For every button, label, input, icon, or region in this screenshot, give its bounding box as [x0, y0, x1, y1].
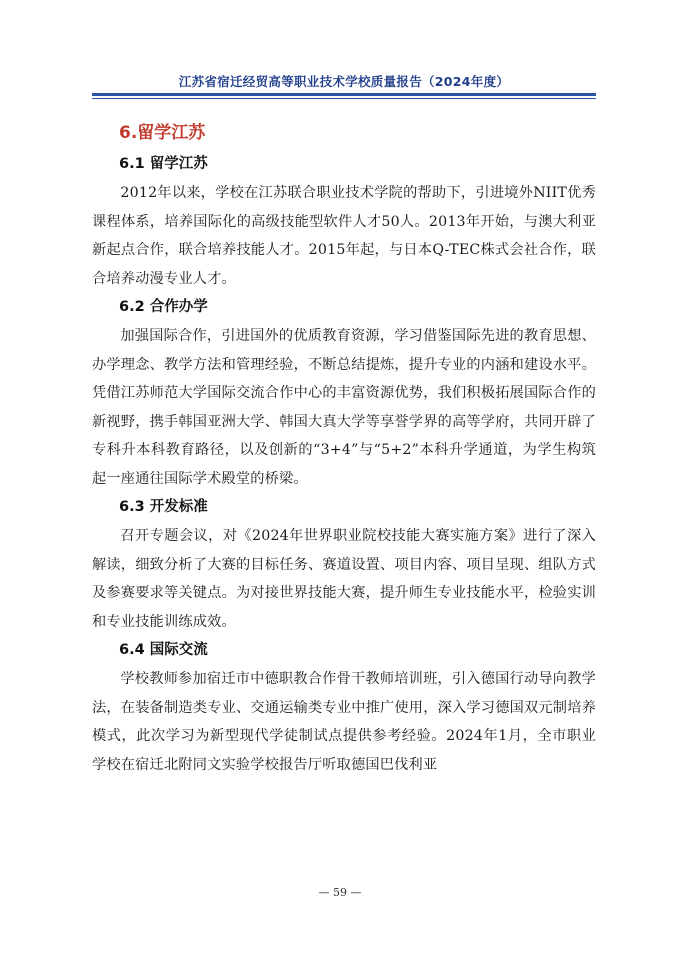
subsection-title: 6.3 开发标准 [119, 499, 208, 515]
section-title: 6.留学江苏 [119, 123, 206, 143]
header-rule-thin [92, 98, 596, 99]
subsection-paragraph: 加强国际合作，引进国外的优质教育资源，学习借鉴国际先进的教育思想、办学理念、教学方法和管理经验，不断总结提炼，提升专业的内涵和建设水平。凭借江苏师范大学国际交流合作中心的丰富资源优势，我们积极拓展国际合作的新视野，携手韩国亚洲大学、韩国大真大学等享誉学界的高等学府，共同开辟了专科升本科教育路径，以及创新的“3+4”与“5+2”本科升学通道，为学生构筑起一座通往国际学术殿堂的桥梁。 [92, 328, 596, 487]
subsection-title: 6.2 合作办学 [119, 299, 208, 315]
subsection-paragraph: 召开专题会议，对《2024年世界职业院校技能大赛实施方案》进行了深入解读，细致分析了大赛的目标任务、赛道设置、项目内容、项目呈现、组队方式及参赛要求等关键点。为对接世界技能大赛，提升师生专业技能水平，检验实训和专业技能训练成效。 [92, 528, 596, 630]
page-content [92, 118, 596, 779]
header-rule-thick [92, 93, 596, 96]
subsection-paragraph: 2012年以来，学校在江苏联合职业技术学院的帮助下，引进境外NIIT优秀课程体系，培养国际化的高级技能型软件人才50人。2013年开始，与澳大利亚新起点合作，联合培养技能人才。2015年起，与日本Q-TEC株式会社合作，联合培养动漫专业人才。 [92, 185, 596, 287]
subsection-title: 6.1 留学江苏 [119, 156, 208, 172]
subsection-title: 6.4 国际交流 [119, 642, 208, 658]
subsection-paragraph: 学校教师参加宿迁市中德职教合作骨干教师培训班，引入德国行动导向教学法，在装备制造类专业、交通运输类专业中推广使用，深入学习德国双元制培养模式，此次学习为新型现代学徒制试点提供参考经验。2024年1月，全市职业学校在宿迁北附同文实验学校报告厅听取德国巴伐利亚 [92, 671, 596, 773]
page-number: — 59 — [318, 886, 362, 899]
report-header: 江苏省宿迁经贸高等职业技术学校质量报告（2024年度） [178, 74, 510, 89]
